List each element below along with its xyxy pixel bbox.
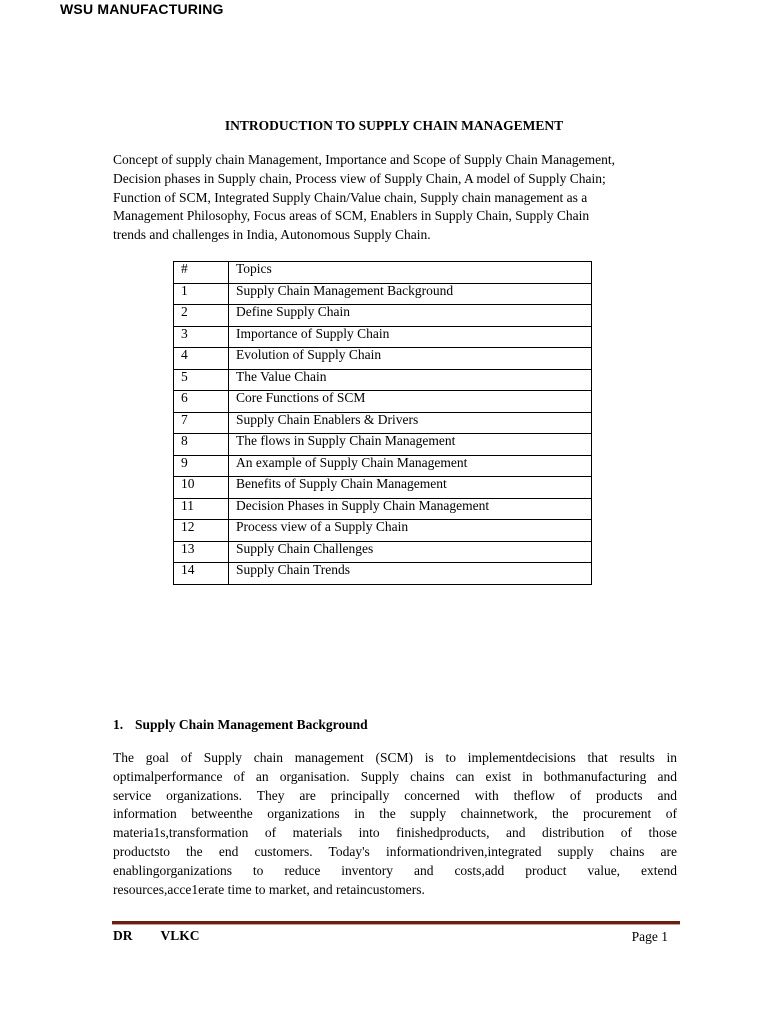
intro-line: Concept of supply chain Management, Importance and Scope of Supply Chain Management,: [113, 152, 615, 167]
row-number: 13: [174, 541, 229, 563]
row-topic: Supply Chain Trends: [229, 563, 592, 585]
section-paragraph: [113, 749, 677, 899]
intro-line: Management Philosophy, Focus areas of SCM, Enablers in Supply Chain, Supply Chain: [113, 208, 590, 224]
row-topic: Define Supply Chain: [229, 305, 592, 327]
intro-line: Function of SCM, Integrated Supply Chain/Value chain, Supply chain management as a: [113, 189, 588, 205]
table-row: [174, 477, 592, 499]
page-number: Page 1: [631, 929, 668, 944]
row-topic: Supply Chain Challenges: [229, 541, 592, 563]
table-row: [174, 283, 592, 305]
table-row: [174, 326, 592, 348]
row-number: 3: [174, 326, 229, 348]
row-number: 8: [174, 434, 229, 456]
paragraph-line: resources,acce1erate time to market, and retaincustomers.: [113, 881, 425, 897]
section-heading: [113, 717, 368, 733]
row-topic: The flows in Supply Chain Management: [229, 434, 592, 456]
column-header-number: #: [174, 262, 229, 284]
author-second: VLKC: [160, 928, 200, 943]
paragraph-line: information betweenthe organizations in the supply chainnetwork, the procurement of: [113, 806, 677, 822]
footer-author: [113, 928, 200, 944]
topics-table: [173, 261, 592, 585]
table-row: [174, 305, 592, 327]
row-topic: Decision Phases in Supply Chain Management: [229, 498, 592, 520]
column-header-topics: Topics: [229, 262, 592, 284]
row-topic: Process view of a Supply Chain: [229, 520, 592, 542]
paragraph-line: service organizations. They are principally concerned with theflow of products and: [113, 787, 677, 803]
section-title: Supply Chain Management Background: [135, 717, 368, 732]
row-number: 11: [174, 498, 229, 520]
organization-header: WSU MANUFACTURING: [60, 1, 224, 17]
table-row: [174, 563, 592, 585]
row-number: 9: [174, 455, 229, 477]
row-number: 12: [174, 520, 229, 542]
table-row: [174, 455, 592, 477]
row-number: 14: [174, 563, 229, 585]
row-topic: Supply Chain Enablers & Drivers: [229, 412, 592, 434]
table-row: [174, 520, 592, 542]
row-topic: An example of Supply Chain Management: [229, 455, 592, 477]
table-row: [174, 412, 592, 434]
author-first: DR: [113, 928, 133, 943]
row-topic: The Value Chain: [229, 369, 592, 391]
row-number: 4: [174, 348, 229, 370]
table-header-row: [174, 262, 592, 284]
paragraph-line: materia1s,transformation of materials into finishedproducts, and distribution of those: [113, 825, 677, 841]
intro-paragraph: [113, 151, 683, 245]
section-number: 1.: [113, 717, 124, 732]
row-topic: Supply Chain Management Background: [229, 283, 592, 305]
paragraph-line: optimalperformance of an organisation. Supply chains can exist in bothmanufacturing and: [113, 768, 677, 784]
row-number: 7: [174, 412, 229, 434]
table-row: [174, 348, 592, 370]
footer-divider: [112, 921, 680, 925]
row-number: 1: [174, 283, 229, 305]
row-topic: Core Functions of SCM: [229, 391, 592, 413]
row-number: 5: [174, 369, 229, 391]
table-row: [174, 369, 592, 391]
intro-line: Decision phases in Supply chain, Process view of Supply Chain, A model of Supply Chain;: [113, 170, 606, 186]
table-row: [174, 541, 592, 563]
row-number: 6: [174, 391, 229, 413]
table-row: [174, 391, 592, 413]
paragraph-line: The goal of Supply chain management (SCM) is to implementdecisions that results in: [113, 750, 677, 765]
row-topic: Evolution of Supply Chain: [229, 348, 592, 370]
row-number: 2: [174, 305, 229, 327]
table-row: [174, 498, 592, 520]
intro-line: trends and challenges in India, Autonomous Supply Chain.: [113, 227, 431, 243]
table-row: [174, 434, 592, 456]
paragraph-line: enablingorganizations to reduce inventory and costs,add product value, extend: [113, 862, 677, 878]
document-title: INTRODUCTION TO SUPPLY CHAIN MANAGEMENT: [224, 118, 564, 133]
row-topic: Importance of Supply Chain: [229, 326, 592, 348]
paragraph-line: productsto the end customers. Today's informationdriven,integrated supply chains are: [113, 843, 677, 859]
row-number: 10: [174, 477, 229, 499]
row-topic: Benefits of Supply Chain Management: [229, 477, 592, 499]
